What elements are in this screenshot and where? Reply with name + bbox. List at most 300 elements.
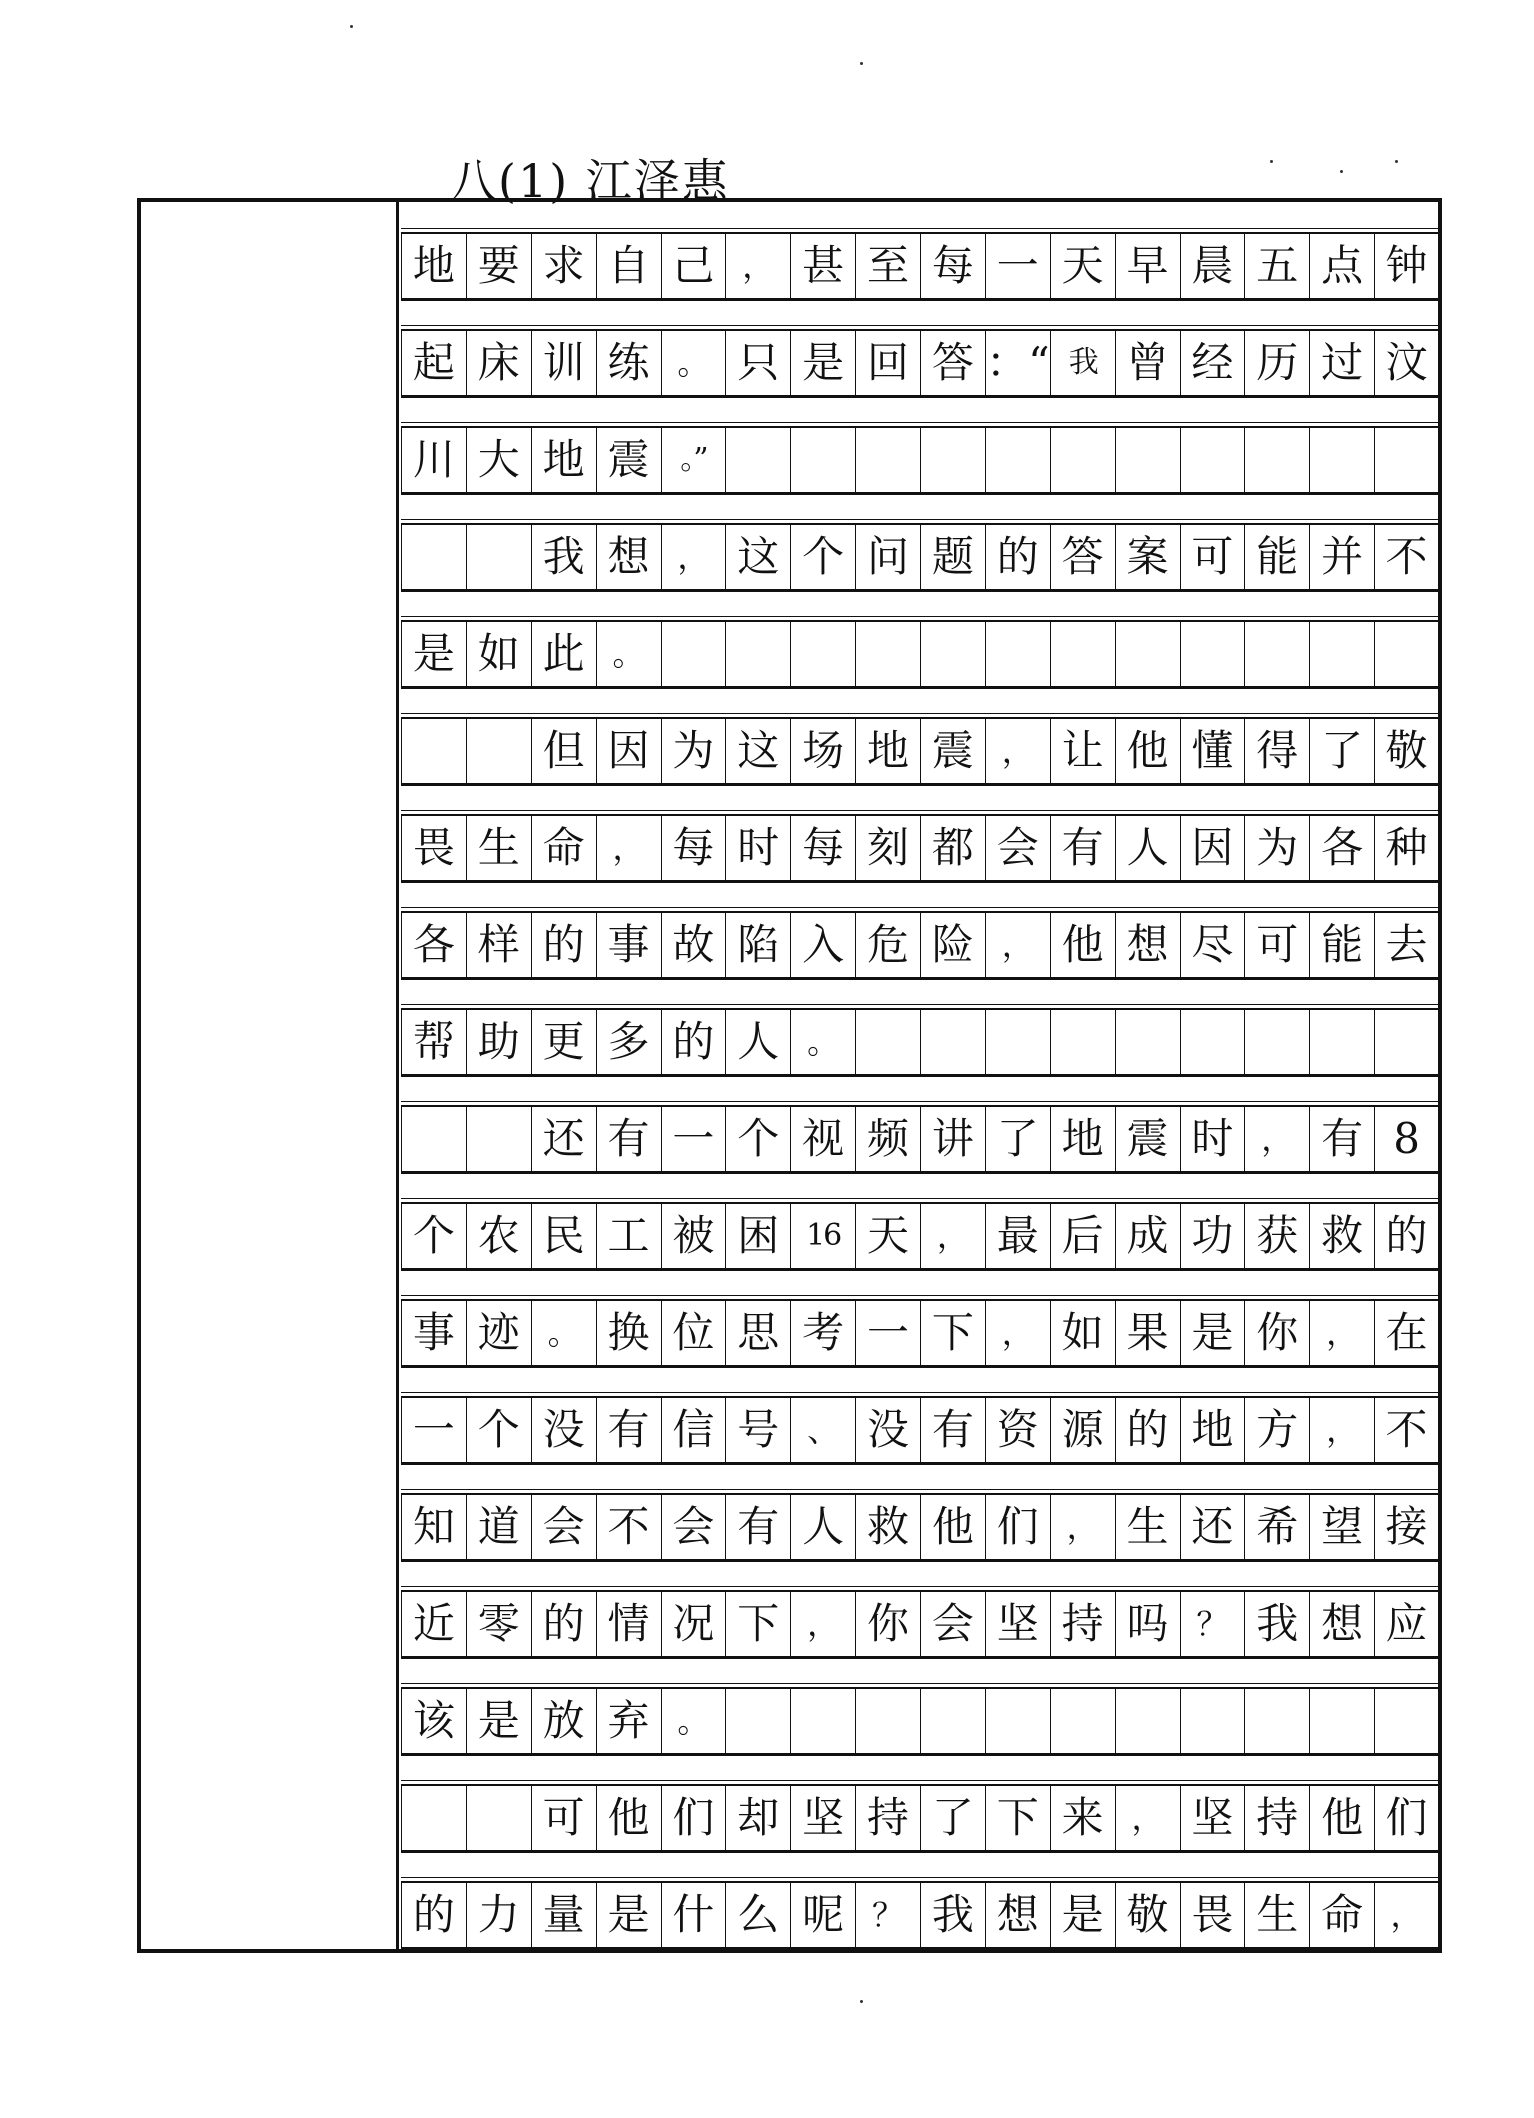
grid-cell (1244, 622, 1309, 686)
grid-cell: 多 (596, 1010, 661, 1074)
row-cells (401, 1299, 1439, 1368)
grid-cell (466, 1107, 531, 1171)
grid-cell: 故 (661, 913, 726, 977)
grid-row (401, 982, 1439, 1077)
grid-cell: 点 (1309, 234, 1374, 298)
grid-cell (985, 428, 1050, 492)
grid-cell: 让 (1050, 719, 1115, 783)
grid-cell: 每 (790, 816, 855, 880)
grid-cell: 道 (466, 1495, 531, 1559)
grid-cell: 不 (596, 1495, 661, 1559)
grid-cell: 思 (725, 1301, 790, 1365)
grid-cell: 每 (661, 816, 726, 880)
row-cells (401, 523, 1439, 592)
grid-cell (1244, 1689, 1309, 1753)
grid-row (401, 885, 1439, 980)
grid-cell: 帮 (401, 1010, 466, 1074)
row-guide-line (401, 616, 1439, 617)
grid-cell: 我 (1050, 331, 1115, 395)
grid-cell: 会 (531, 1495, 596, 1559)
grid-cell (790, 428, 855, 492)
grid-cell (985, 1689, 1050, 1753)
grid-cell: ， (1309, 1398, 1374, 1462)
grid-cell: 你 (855, 1592, 920, 1656)
grid-cell: 的 (531, 913, 596, 977)
grid-cell: 经 (1180, 331, 1245, 395)
grid-cell: 坚 (1180, 1786, 1245, 1850)
grid-cell (1374, 1010, 1439, 1074)
grid-cell (466, 525, 531, 589)
row-guide-line (401, 325, 1439, 326)
grid-cell: 求 (531, 234, 596, 298)
grid-cell (1180, 1689, 1245, 1753)
grid-cell: 因 (1180, 816, 1245, 880)
grid-cell (855, 1689, 920, 1753)
grid-cell: 至 (855, 234, 920, 298)
grid-cell: 可 (1180, 525, 1245, 589)
grid-cell: 个 (401, 1204, 466, 1268)
grid-cell: 换 (596, 1301, 661, 1365)
grid-cell: 我 (531, 525, 596, 589)
grid-cell: ， (1374, 1883, 1439, 1947)
grid-cell (1050, 622, 1115, 686)
grid-cell: 你 (1244, 1301, 1309, 1365)
grid-cell: 坚 (985, 1592, 1050, 1656)
grid-cell (920, 1689, 985, 1753)
grid-cell: 地 (1050, 1107, 1115, 1171)
grid-cell: 我 (920, 1883, 985, 1947)
grid-cell (985, 622, 1050, 686)
grid-cell: 近 (401, 1592, 466, 1656)
grid-cell: 在 (1374, 1301, 1439, 1365)
grid-cell: 事 (596, 913, 661, 977)
grid-cell: 如 (466, 622, 531, 686)
grid-cell (466, 719, 531, 783)
row-cells (401, 1784, 1439, 1853)
grid-cell (1309, 428, 1374, 492)
grid-cell: 各 (1309, 816, 1374, 880)
grid-cell (1115, 428, 1180, 492)
grid-cell: 答 (1050, 525, 1115, 589)
grid-cell (466, 1786, 531, 1850)
grid-cell: 持 (855, 1786, 920, 1850)
grid-cell: 最 (985, 1204, 1050, 1268)
grid-cell: 信 (661, 1398, 726, 1462)
grid-cell: 人 (725, 1010, 790, 1074)
grid-cell: 个 (725, 1107, 790, 1171)
grid-cell (920, 622, 985, 686)
grid-cell: ， (1244, 1107, 1309, 1171)
grid-cell: 望 (1309, 1495, 1374, 1559)
grid-cell: 震 (1115, 1107, 1180, 1171)
grid-cell: 样 (466, 913, 531, 977)
grid-cell: 量 (531, 1883, 596, 1947)
row-cells (401, 1202, 1439, 1271)
grid-row (401, 594, 1439, 689)
grid-cell: 过 (1309, 331, 1374, 395)
grid-cell: 功 (1180, 1204, 1245, 1268)
row-cells (401, 814, 1439, 883)
row-guide-line (401, 1198, 1439, 1199)
grid-cell: ， (725, 234, 790, 298)
grid-cell: 个 (790, 525, 855, 589)
scan-speck (1395, 160, 1398, 163)
grid-cell: 讲 (920, 1107, 985, 1171)
grid-cell (401, 525, 466, 589)
row-cells (401, 1881, 1439, 1950)
grid-cell: 是 (790, 331, 855, 395)
grid-cell: 如 (1050, 1301, 1115, 1365)
grid-cell: 生 (1244, 1883, 1309, 1947)
grid-cell: 事 (401, 1301, 466, 1365)
grid-cell: 情 (596, 1592, 661, 1656)
grid-cell: 更 (531, 1010, 596, 1074)
grid-cell: 来 (1050, 1786, 1115, 1850)
grid-cell: ， (985, 719, 1050, 783)
grid-cell: ？ (855, 1883, 920, 1947)
grid-cell: 。 (596, 622, 661, 686)
grid-cell: 视 (790, 1107, 855, 1171)
grid-cell: 种 (1374, 816, 1439, 880)
grid-cell: 有 (725, 1495, 790, 1559)
grid-row (401, 1564, 1439, 1659)
grid-cell: ：“ (985, 331, 1050, 395)
grid-cell: 的 (531, 1592, 596, 1656)
grid-cell: 命 (531, 816, 596, 880)
grid-cell: 曾 (1115, 331, 1180, 395)
grid-cell: 想 (1309, 1592, 1374, 1656)
scan-speck (860, 2000, 863, 2003)
grid-cell: 为 (661, 719, 726, 783)
grid-cell: 的 (985, 525, 1050, 589)
grid-cell: 考 (790, 1301, 855, 1365)
grid-cell: 持 (1050, 1592, 1115, 1656)
grid-cell (725, 622, 790, 686)
scan-speck (860, 62, 863, 65)
grid-cell: 只 (725, 331, 790, 395)
grid-cell (1244, 428, 1309, 492)
row-guide-line (401, 1683, 1439, 1684)
grid-row (401, 1855, 1439, 1950)
grid-cell: 可 (1244, 913, 1309, 977)
grid-cell: 没 (531, 1398, 596, 1462)
grid-cell: ， (1115, 1786, 1180, 1850)
grid-row (401, 1661, 1439, 1756)
grid-cell: 川 (401, 428, 466, 492)
grid-cell (985, 1010, 1050, 1074)
grid-cell: 想 (985, 1883, 1050, 1947)
grid-cell: 一 (855, 1301, 920, 1365)
grid-cell: 我 (1244, 1592, 1309, 1656)
grid-cell: ， (985, 913, 1050, 977)
grid-cell: 方 (1244, 1398, 1309, 1462)
row-cells (401, 232, 1439, 301)
grid-cell: 敬 (1374, 719, 1439, 783)
grid-cell: ， (1309, 1301, 1374, 1365)
row-cells (401, 1590, 1439, 1659)
grid-cell (855, 622, 920, 686)
grid-cell: 号 (725, 1398, 790, 1462)
row-cells (401, 1008, 1439, 1077)
grid-cell (725, 428, 790, 492)
grid-cell: 练 (596, 331, 661, 395)
grid-cell: 并 (1309, 525, 1374, 589)
grid-cell (1115, 1010, 1180, 1074)
grid-cell: 答 (920, 331, 985, 395)
grid-cell: 频 (855, 1107, 920, 1171)
grid-cell: 历 (1244, 331, 1309, 395)
grid-cell: 会 (985, 816, 1050, 880)
grid-cell: 这 (725, 719, 790, 783)
grid-cell: 。 (531, 1301, 596, 1365)
grid-cell: 想 (596, 525, 661, 589)
left-margin-column (141, 202, 399, 1949)
grid-cell: 起 (401, 331, 466, 395)
grid-cell: 天 (855, 1204, 920, 1268)
author-header: 八(1) 江泽惠 (450, 154, 730, 208)
row-guide-line (401, 1489, 1439, 1490)
grid-cell: 是 (466, 1689, 531, 1753)
grid-cell: 问 (855, 525, 920, 589)
row-cells (401, 717, 1439, 786)
grid-cell: 人 (790, 1495, 855, 1559)
grid-cell: 入 (790, 913, 855, 977)
grid-cell: 他 (1309, 1786, 1374, 1850)
grid-cell (725, 1689, 790, 1753)
grid-cell: 回 (855, 331, 920, 395)
grid-cell (1309, 622, 1374, 686)
row-cells (401, 1396, 1439, 1465)
grid-cell: 还 (1180, 1495, 1245, 1559)
row-guide-line (401, 1877, 1439, 1878)
grid-cell: 迹 (466, 1301, 531, 1365)
grid-cell: 助 (466, 1010, 531, 1074)
grid-cell: 地 (401, 234, 466, 298)
grid-cell: 畏 (1180, 1883, 1245, 1947)
grid-row (401, 400, 1439, 495)
grid-cell: 下 (985, 1786, 1050, 1850)
grid-cell: 去 (1374, 913, 1439, 977)
grid-cell: 力 (466, 1883, 531, 1947)
grid-cell: 他 (920, 1495, 985, 1559)
grid-row (401, 1273, 1439, 1368)
grid-cell: ？ (1180, 1592, 1245, 1656)
grid-cell: 可 (531, 1786, 596, 1850)
grid-cell (855, 1010, 920, 1074)
grid-cell: 天 (1050, 234, 1115, 298)
grid-row (401, 303, 1439, 398)
grid-cell (920, 428, 985, 492)
manuscript-frame (137, 198, 1442, 1953)
grid-cell: 了 (985, 1107, 1050, 1171)
grid-cell: 震 (920, 719, 985, 783)
grid-cell: 险 (920, 913, 985, 977)
grid-cell: 因 (596, 719, 661, 783)
grid-cell: 、 (790, 1398, 855, 1462)
grid-cell: 一 (661, 1107, 726, 1171)
grid-cell: 尽 (1180, 913, 1245, 977)
row-cells (401, 329, 1439, 398)
grid-cell (1309, 1689, 1374, 1753)
grid-cell (661, 622, 726, 686)
grid-cell: 汶 (1374, 331, 1439, 395)
row-cells (401, 1493, 1439, 1562)
row-cells (401, 426, 1439, 495)
grid-row (401, 497, 1439, 592)
row-guide-line (401, 1004, 1439, 1005)
grid-cell (790, 1689, 855, 1753)
scan-speck (350, 25, 353, 28)
grid-cell: 敬 (1115, 1883, 1180, 1947)
grid-cell: 工 (596, 1204, 661, 1268)
grid-cell: 该 (401, 1689, 466, 1753)
grid-row (401, 788, 1439, 883)
grid-cell: 了 (1309, 719, 1374, 783)
grid-cell: 题 (920, 525, 985, 589)
grid-cell: 获 (1244, 1204, 1309, 1268)
grid-cell: 是 (401, 622, 466, 686)
grid-cell (1050, 428, 1115, 492)
grid-cell: 大 (466, 428, 531, 492)
row-guide-line (401, 228, 1439, 229)
scan-speck (1340, 170, 1343, 173)
grid-cell: 。 (661, 331, 726, 395)
grid-cell: 能 (1244, 525, 1309, 589)
grid-cell (401, 719, 466, 783)
grid-cell: 时 (725, 816, 790, 880)
grid-cell: 被 (661, 1204, 726, 1268)
grid-cell: 他 (1050, 913, 1115, 977)
grid-cell: 会 (920, 1592, 985, 1656)
grid-cell: 源 (1050, 1398, 1115, 1462)
grid-cell: 得 (1244, 719, 1309, 783)
row-cells (401, 911, 1439, 980)
grid-cell: ， (596, 816, 661, 880)
grid-cell: 人 (1115, 816, 1180, 880)
grid-cell (1374, 1689, 1439, 1753)
grid-cell: 早 (1115, 234, 1180, 298)
grid-cell: 民 (531, 1204, 596, 1268)
grid-cell: 为 (1244, 816, 1309, 880)
grid-cell: 果 (1115, 1301, 1180, 1365)
grid-cell (1244, 1010, 1309, 1074)
row-cells (401, 1105, 1439, 1174)
grid-cell: 己 (661, 234, 726, 298)
grid-cell: 钟 (1374, 234, 1439, 298)
grid-cell: 命 (1309, 1883, 1374, 1947)
grid-cell (790, 622, 855, 686)
grid-row (401, 1467, 1439, 1562)
grid-cell: 不 (1374, 525, 1439, 589)
grid-cell: 地 (531, 428, 596, 492)
grid-cell: 有 (596, 1398, 661, 1462)
grid-cell: ， (985, 1301, 1050, 1365)
grid-cell: 时 (1180, 1107, 1245, 1171)
grid-cell: 况 (661, 1592, 726, 1656)
grid-cell: 要 (466, 234, 531, 298)
row-cells (401, 1687, 1439, 1756)
grid-cell: 危 (855, 913, 920, 977)
grid-cell (1180, 1010, 1245, 1074)
grid-cell: 生 (1115, 1495, 1180, 1559)
grid-row (401, 206, 1439, 301)
grid-cell: 什 (661, 1883, 726, 1947)
grid-cell: 五 (1244, 234, 1309, 298)
row-guide-line (401, 1392, 1439, 1393)
grid-cell: 成 (1115, 1204, 1180, 1268)
grid-cell (1309, 1010, 1374, 1074)
row-cells (401, 620, 1439, 689)
grid-cell: 都 (920, 816, 985, 880)
grid-cell: 床 (466, 331, 531, 395)
scan-speck (1270, 160, 1273, 163)
row-guide-line (401, 1295, 1439, 1296)
grid-cell: 震 (596, 428, 661, 492)
grid-cell: 零 (466, 1592, 531, 1656)
grid-cell: 资 (985, 1398, 1050, 1462)
grid-cell: 的 (1115, 1398, 1180, 1462)
grid-cell: 救 (855, 1495, 920, 1559)
grid-cell: 地 (1180, 1398, 1245, 1462)
grid-cell: 下 (725, 1592, 790, 1656)
grid-cell: 位 (661, 1301, 726, 1365)
grid-cell: 畏 (401, 816, 466, 880)
row-guide-line (401, 519, 1439, 520)
row-guide-line (401, 422, 1439, 423)
grid-cell: ， (661, 525, 726, 589)
grid-cell: 们 (661, 1786, 726, 1850)
grid-cell: 16 (790, 1204, 855, 1268)
manuscript-grid (401, 202, 1439, 1949)
grid-cell: 能 (1309, 913, 1374, 977)
grid-cell: 懂 (1180, 719, 1245, 783)
grid-cell: 一 (401, 1398, 466, 1462)
grid-cell: 的 (401, 1883, 466, 1947)
grid-cell: 呢 (790, 1883, 855, 1947)
grid-cell: 地 (855, 719, 920, 783)
grid-cell: 么 (725, 1883, 790, 1947)
grid-cell: 还 (531, 1107, 596, 1171)
grid-cell (1180, 622, 1245, 686)
grid-cell: 后 (1050, 1204, 1115, 1268)
grid-cell: 各 (401, 913, 466, 977)
grid-cell: 的 (661, 1010, 726, 1074)
grid-cell: 应 (1374, 1592, 1439, 1656)
grid-cell: 每 (920, 234, 985, 298)
grid-cell: 知 (401, 1495, 466, 1559)
grid-cell: 是 (1180, 1301, 1245, 1365)
grid-cell: 接 (1374, 1495, 1439, 1559)
grid-cell: 他 (1115, 719, 1180, 783)
grid-cell: 甚 (790, 234, 855, 298)
grid-cell (1050, 1010, 1115, 1074)
grid-cell: 。” (661, 428, 726, 492)
grid-cell (1374, 622, 1439, 686)
grid-cell: 有 (1309, 1107, 1374, 1171)
grid-cell: ， (920, 1204, 985, 1268)
grid-cell: 困 (725, 1204, 790, 1268)
grid-cell: 持 (1244, 1786, 1309, 1850)
row-guide-line (401, 1780, 1439, 1781)
grid-cell: 生 (466, 816, 531, 880)
grid-cell: 弃 (596, 1689, 661, 1753)
grid-cell: 。 (661, 1689, 726, 1753)
row-guide-line (401, 1586, 1439, 1587)
grid-row (401, 1758, 1439, 1853)
grid-cell: 放 (531, 1689, 596, 1753)
row-guide-line (401, 1101, 1439, 1102)
grid-cell: 希 (1244, 1495, 1309, 1559)
